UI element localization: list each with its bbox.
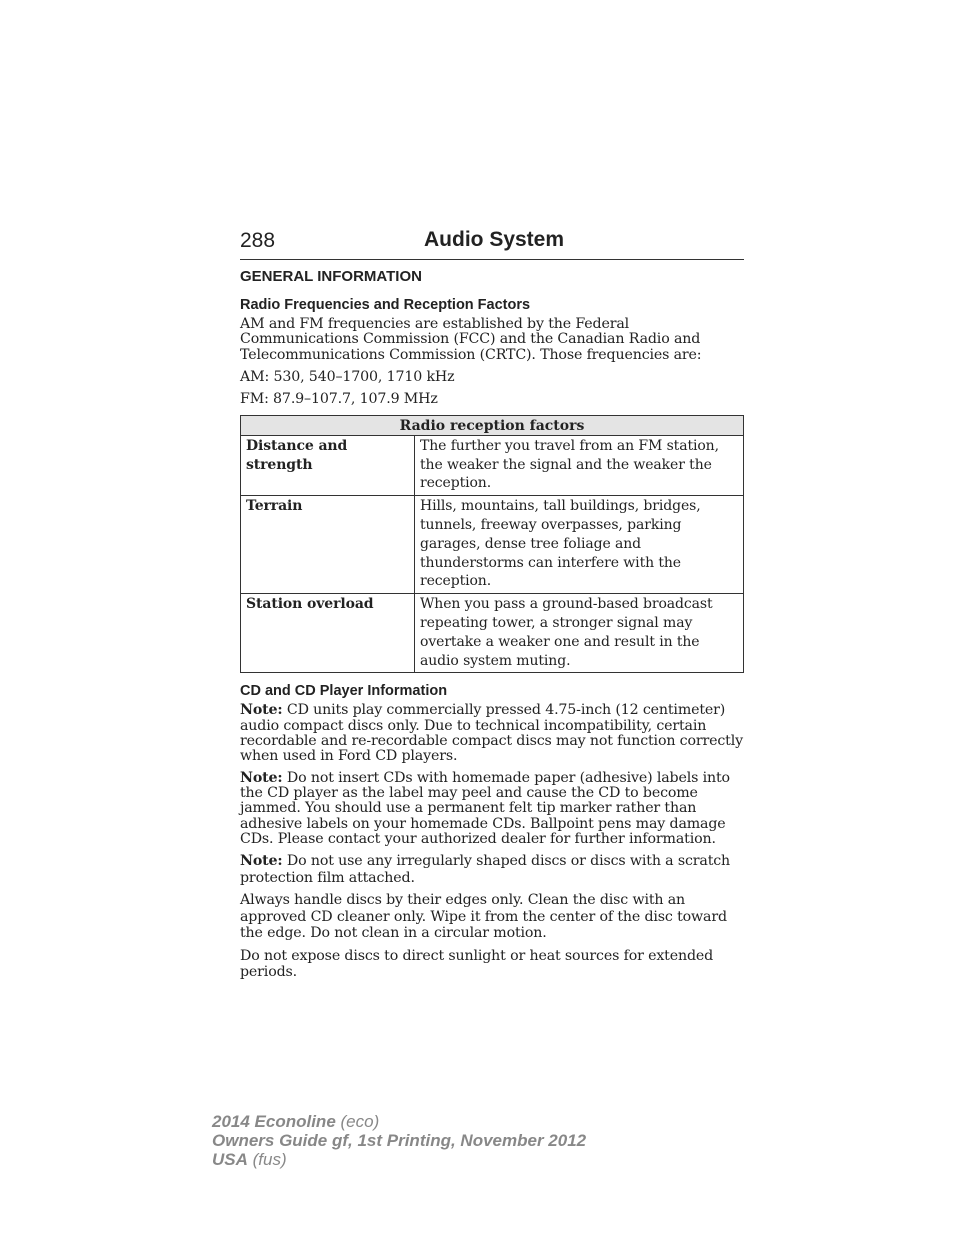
cd-note-1 [240, 703, 744, 764]
radio-heading: Radio Frequencies and Reception Factors [240, 297, 531, 313]
footer-guide: Owners Guide gf, 1st Printing, November 2012 [212, 1131, 587, 1150]
note-text: CD units play commercially pressed 4.75-inch (12 centimeter) audio compact discs only. Due to technical incompatibility, certain recordable and re-recordable compact discs may not function correctly when used in Ford CD players. [240, 702, 743, 765]
factor-description: Hills, mountains, tall buildings, bridges, tunnels, freeway overpasses, parking garages, dense tree foliage and thunderstorms can interfere with the reception. [415, 496, 744, 594]
footer-market: USA [212, 1150, 248, 1169]
table-row [241, 435, 744, 495]
cd-note-2 [240, 771, 744, 847]
page-content [240, 268, 744, 987]
footer-model-code: (eco) [340, 1112, 380, 1131]
footer-model: 2014 Econoline [212, 1112, 336, 1131]
factor-name: Terrain [241, 496, 415, 594]
table-header: Radio reception factors [241, 415, 744, 435]
footer-line-market [212, 1150, 586, 1169]
section-title: GENERAL INFORMATION [240, 268, 422, 285]
note-label: Note: [240, 702, 283, 719]
factor-name: Station overload [241, 594, 415, 673]
am-frequencies: AM: 530, 540–1700, 1710 kHz [240, 368, 455, 385]
factor-name: Distance and strength [241, 435, 415, 495]
cd-heading: CD and CD Player Information [240, 683, 448, 700]
note-text: Do not use any irregularly shaped discs or discs with a scratch protection film attached. [240, 853, 731, 886]
footer-line-model [212, 1112, 586, 1131]
fm-frequencies: FM: 87.9–107.7, 107.9 MHz [240, 391, 438, 408]
document-footer [212, 1112, 586, 1169]
reception-factors-table [240, 415, 744, 674]
radio-intro-paragraph: AM and FM frequencies are established by the Federal Communications Commission (FCC) and the Canadian Radio and Telecommunications Commission (CRTC). Those frequencies are: [240, 316, 702, 363]
factor-description: The further you travel from an FM station, the weaker the signal and the weaker the reception. [415, 435, 744, 495]
page-title: Audio System [424, 228, 565, 251]
cd-note-3 [240, 853, 744, 886]
table-row [241, 496, 744, 594]
table-row [241, 594, 744, 673]
note-text: Do not insert CDs with homemade paper (adhesive) labels into the CD player as the label may peel and cause the CD to become jammed. You should use a permanent felt tip marker rather than adhesive labels on your homemade CDs. Ballpoint pens may damage CDs. Please contact your authorized dealer for further information. [240, 769, 730, 847]
factor-description: When you pass a ground-based broadcast repeating tower, a stronger signal may overtake a weaker one and result in the audio system muting. [415, 594, 744, 673]
disc-handling-paragraph: Always handle discs by their edges only. Clean the disc with an approved CD cleaner only. Wipe it from the center of the disc toward the edge. Do not clean in a circular motion. [240, 892, 727, 942]
disc-sunlight-paragraph: Do not expose discs to direct sunlight or heat sources for extended periods. [240, 947, 714, 981]
note-label: Note: [240, 853, 283, 870]
page-header [240, 228, 744, 260]
footer-market-code: (fus) [252, 1150, 287, 1169]
page-number: 288 [240, 229, 276, 252]
note-label: Note: [240, 769, 283, 786]
